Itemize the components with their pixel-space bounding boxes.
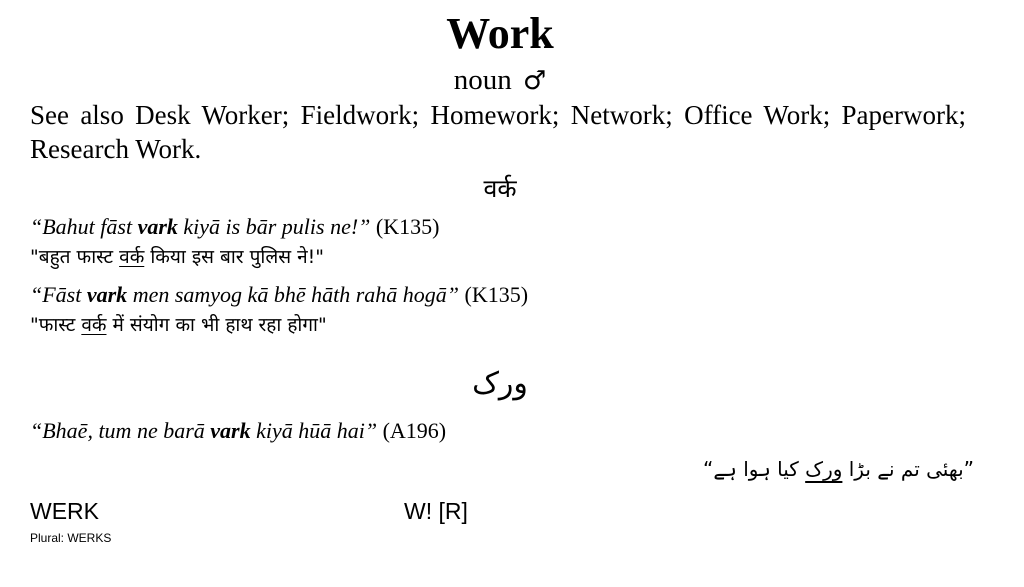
urdu-example-script xyxy=(703,452,974,486)
example-2-devanagari xyxy=(30,312,930,338)
plural-form: Plural: WERKS xyxy=(30,531,112,545)
urdu-headword: ورک xyxy=(472,366,528,401)
part-of-speech: noun xyxy=(453,64,512,96)
code-word: WERK xyxy=(30,498,99,524)
urdu-example-text-before: “Bhaē, tum ne barā xyxy=(30,418,211,443)
see-also-text: See also Desk Worker; Fieldwork; Homework; Network; Office Work; Paperwork; Research Work. xyxy=(30,100,966,164)
example-2-source: (K135) xyxy=(459,282,529,307)
urdu-example-text-after: kiyā hūā hai” xyxy=(250,418,378,443)
example-1-devanagari-keyword: वर्क xyxy=(119,246,145,268)
example-1-text-before: “Bahut fāst xyxy=(30,214,138,239)
example-2-text-after: men samyog kā bhē hāth rahā hogā” xyxy=(127,282,459,307)
example-2-text-before: “Fāst xyxy=(30,282,87,307)
example-1-transliteration xyxy=(30,214,930,240)
example-2-transliteration xyxy=(30,282,930,308)
urdu-example-script-before: ”بھئی تم نے بڑا xyxy=(842,457,974,481)
example-2-devanagari-keyword: वर्क xyxy=(81,314,107,336)
example-2-devanagari-before: "फास्ट xyxy=(30,314,82,336)
code-abbreviation: W! [R] xyxy=(404,498,468,524)
devanagari-headword: वर्क xyxy=(483,174,517,203)
urdu-example-transliteration xyxy=(30,418,930,444)
example-1-source: (K135) xyxy=(370,214,440,239)
example-1-devanagari-before: "बहुत फास्ट xyxy=(30,246,120,268)
headword: Work xyxy=(446,9,554,58)
urdu-example-source: (A196) xyxy=(377,418,447,443)
urdu-example-script-keyword: ورک xyxy=(805,457,843,481)
example-1-devanagari-after: किया इस बार पुलिस ने!" xyxy=(144,246,324,268)
example-1-devanagari xyxy=(30,244,930,270)
example-1-text-after: kiyā is bār pulis ne!” xyxy=(177,214,371,239)
urdu-example-script-after: کیا ہوا ہے“ xyxy=(703,457,806,481)
example-2-keyword: vark xyxy=(86,282,128,307)
example-2-devanagari-after: में संयोग का भी हाथ रहा होगा" xyxy=(106,314,327,336)
example-1-keyword: vark xyxy=(137,214,178,239)
urdu-example-keyword: vark xyxy=(210,418,251,443)
part-of-speech-line xyxy=(0,64,1000,97)
male-gender-icon: ♂ xyxy=(522,66,547,96)
